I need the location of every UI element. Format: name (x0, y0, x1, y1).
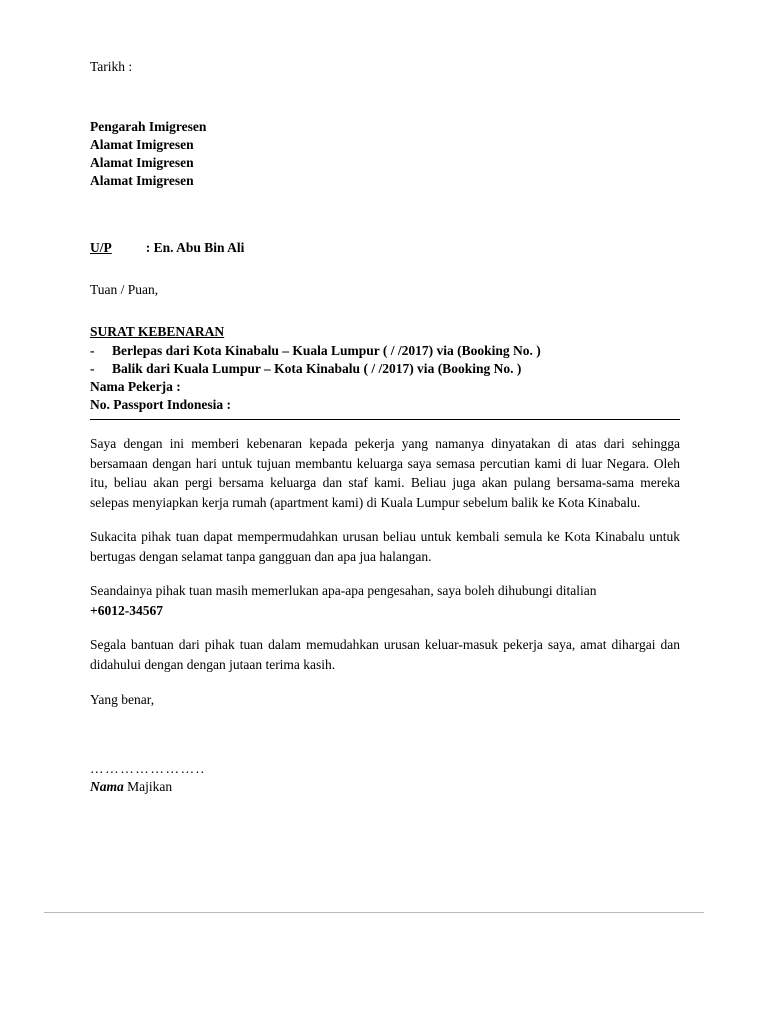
signature-line: ………………….. (90, 761, 206, 777)
recipient-line-3: Alamat Imigresen (90, 154, 194, 170)
spacer (90, 76, 680, 118)
recipient-line-1: Pengarah Imigresen (90, 118, 207, 134)
spacer (90, 190, 680, 232)
spacer (90, 298, 680, 324)
paragraph-3 (90, 581, 680, 620)
booking-list (90, 342, 680, 378)
paragraph-3-text: Seandainya pihak tuan masih memerlukan apa-apa pengesahan, saya boleh dihubungi ditalian (90, 583, 597, 599)
attention-line (90, 240, 680, 256)
signature-name-rest: Majikan (123, 779, 173, 795)
date-label: Tarikh : (90, 59, 133, 74)
paragraph-4: Segala bantuan dari pihak tuan dalam memudahkan urusan keluar-masuk pekerja saya, amat dihargai dan didahului dengan dengan jutaan terima kasih. (90, 637, 680, 672)
recipient-line-4: Alamat Imigresen (90, 172, 194, 188)
list-bullet-marker: - (90, 360, 95, 376)
letter-body (90, 58, 680, 795)
recipient-address-block (90, 118, 680, 190)
horizontal-divider (90, 419, 680, 420)
contact-phone: +6012-34567 (90, 602, 163, 618)
signature-name-italic: Nama (90, 779, 124, 795)
list-item-label: Balik dari Kuala Lumpur – Kota Kinabalu ( / /2017) via (Booking No. ) (112, 360, 522, 376)
closing-line: Yang benar, (90, 691, 155, 707)
list-item (90, 342, 680, 360)
recipient-line-2: Alamat Imigresen (90, 136, 194, 152)
paragraph-1: Saya dengan ini memberi kebenaran kepada pekerja yang namanya dinyatakan di atas dari sehingga bersamaan dengan hari untuk tujuan membantu keluarga saya semasa percutian kami di luar Negara. Oleh itu, beliau akan pergi bersama keluarga dan staf kami. Beliau juga akan pulang bersama-sama mereka selepas menyiapkan kerja rumah (apartment kami) di Kuala Lumpur sebelum balik ke Kota Kinabalu. (90, 435, 680, 510)
paragraph-2: Sukacita pihak tuan dapat mempermudahkan urusan beliau untuk kembali semula ke Kota Kinabalu untuk bertugas dengan selamat tanpa gangguan dan apa jua halangan. (90, 529, 680, 564)
field-no-passport: No. Passport Indonesia : (90, 396, 232, 412)
footer-divider (44, 912, 704, 913)
signature-name (90, 779, 680, 795)
attention-value: : En. Abu Bin Ali (145, 239, 245, 255)
attention-label: U/P (90, 239, 112, 255)
list-bullet-marker: - (90, 342, 95, 358)
list-item-label: Berlepas dari Kota Kinabalu – Kuala Lumpur ( / /2017) via (Booking No. ) (112, 342, 541, 358)
field-nama-pekerja: Nama Pekerja : (90, 378, 181, 394)
subject-heading: SURAT KEBENARAN (90, 323, 225, 339)
spacer (90, 256, 680, 282)
salutation: Tuan / Puan, (90, 281, 159, 297)
list-item (90, 360, 680, 378)
spacer (90, 232, 680, 240)
